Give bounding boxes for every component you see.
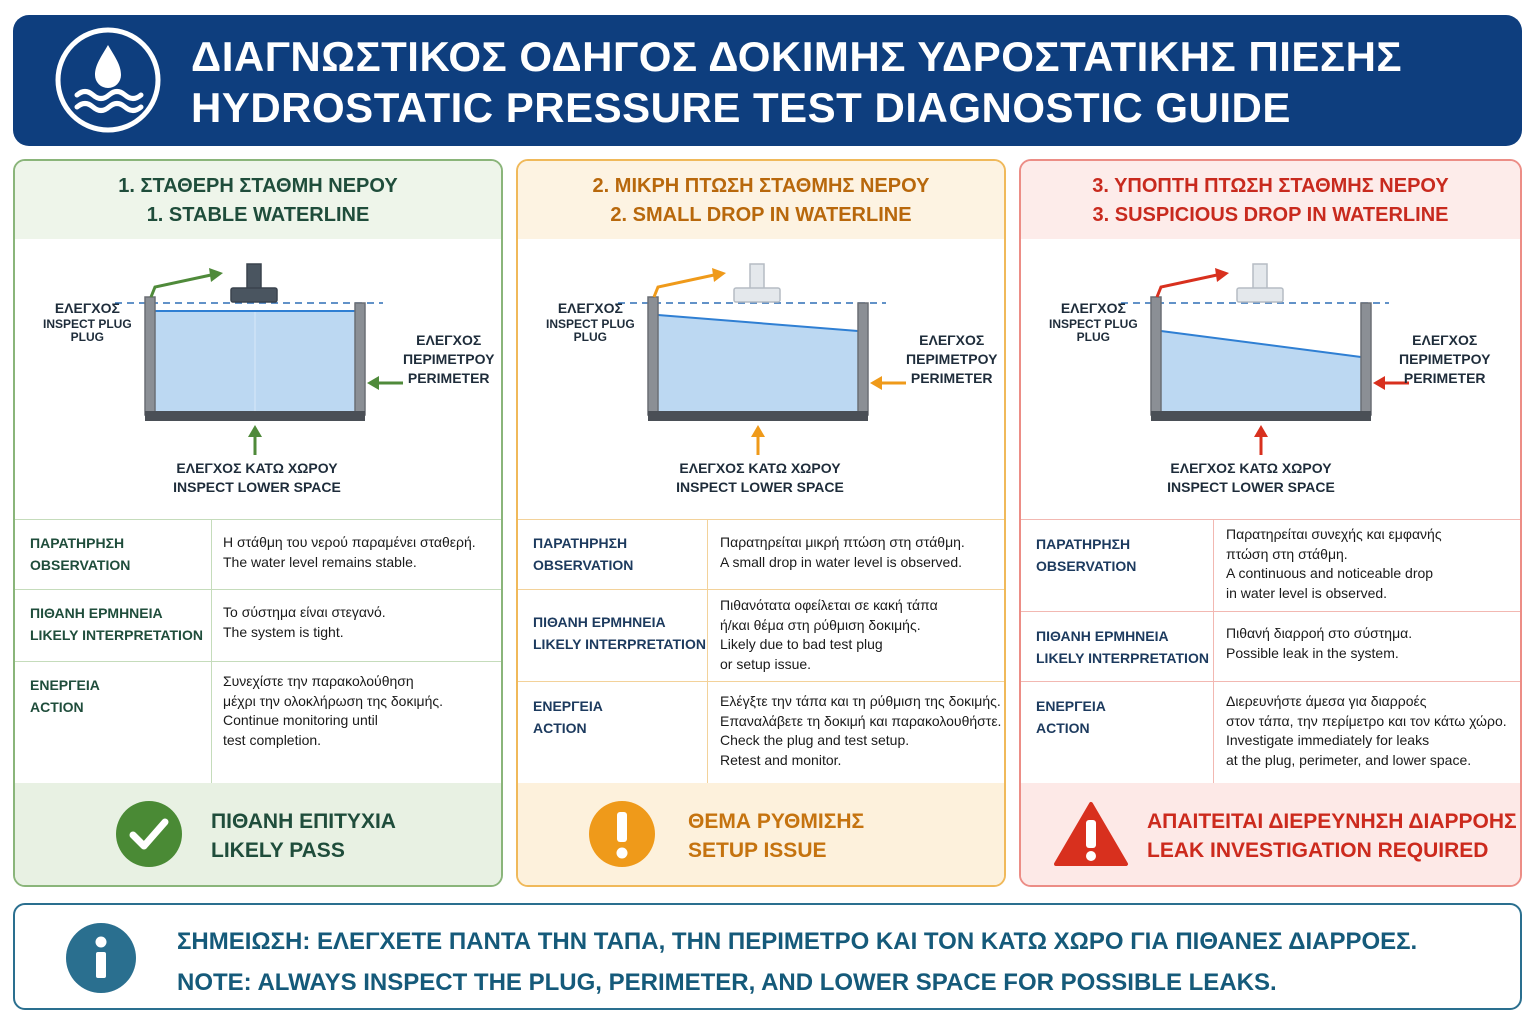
row-value-line: Continue monitoring until	[223, 712, 378, 728]
water-drop-waves-icon	[53, 25, 163, 135]
row-key	[30, 532, 130, 576]
row-value-line: πτώση στη στάθμη.	[1226, 545, 1348, 562]
test-plug	[231, 264, 277, 302]
verdict-text	[688, 807, 864, 865]
row-value-line: or setup issue.	[720, 655, 812, 672]
warning-triangle-icon	[1053, 800, 1129, 868]
row-key-english: ACTION	[30, 699, 84, 715]
row-key	[1036, 695, 1106, 739]
row-key-greek: ΠΙΘΑΝΗ ΕΡΜΗΝΕΙΑ	[30, 605, 163, 621]
row-key-greek: ΠΑΡΑΤΗΡΗΣΗ	[30, 535, 125, 551]
panel-title-greek: 2. ΜΙΚΡΗ ΠΤΩΣΗ ΣΤΑΘΜΗΣ ΝΕΡΟΥ	[592, 175, 930, 197]
row-value-line: Ελέγξτε την τάπα και τη ρύθμιση της δοκιμής.	[720, 693, 1001, 709]
row-value-line: A continuous and noticeable drop	[1226, 565, 1434, 581]
perimeter-label: ΕΛΕΓΧΟΣ ΠΕΡΙΜΕΤΡΟΥ PERIMETER	[1399, 332, 1491, 386]
lower-space-arrow-icon	[248, 425, 262, 437]
note-line-greek: ΣΗΜΕΙΩΣΗ: ΕΛΕΓΧΕΤΕ ΠΑΝΤΑ ΤΗΝ ΤΑΠΑ, ΤΗΝ ΠΕΡΙΜΕΤΡΟ ΚΑΙ ΤΟΝ ΚΑΤΩ ΧΩΡΟ ΓΙΑ ΠΙΘΑΝΕΣ ΔΙΑΡΡΟΕΣ.	[177, 928, 1418, 955]
row-value-line: Παρατηρείται μικρή πτώση στη στάθμη.	[720, 534, 965, 550]
row-key	[533, 532, 633, 576]
plug-arrow-icon	[151, 275, 211, 297]
verdict-greek: ΠΙΘΑΝΗ ΕΠΙΤΥΧΙΑ	[211, 810, 396, 833]
table-row	[518, 682, 1004, 786]
tank-diagram	[15, 239, 501, 519]
plug-arrow-icon	[654, 275, 714, 297]
plug-label: ΕΛΕΓΧΟΣ INSPECT PLUG PLUG	[43, 300, 132, 344]
note-line-english: NOTE: ALWAYS INSPECT THE PLUG, PERIMETER, AND LOWER SPACE FOR POSSIBLE LEAKS.	[177, 969, 1277, 996]
tank-right-wall	[355, 303, 365, 415]
verdict-english: SETUP ISSUE	[688, 839, 827, 862]
verdict-bar	[518, 783, 1004, 885]
row-key-english: ACTION	[533, 720, 587, 736]
row-key-english: ACTION	[1036, 720, 1090, 736]
row-key-greek: ΠΙΘΑΝΗ ΕΡΜΗΝΕΙΑ	[533, 614, 666, 630]
check-circle-icon	[115, 800, 183, 868]
row-value	[223, 672, 443, 750]
note-text	[177, 921, 1417, 1003]
row-value-line: Investigate immediately for leaks	[1226, 732, 1430, 748]
row-key-english: OBSERVATION	[30, 557, 131, 573]
table-row	[1021, 612, 1520, 682]
page-title-english: HYDROSTATIC PRESSURE TEST DIAGNOSTIC GUIDE	[191, 84, 1291, 131]
row-value-line: The water level remains stable.	[223, 553, 417, 570]
tank-floor	[648, 411, 868, 421]
diagnostic-table	[1021, 519, 1520, 785]
row-key-english: OBSERVATION	[533, 557, 634, 573]
table-row	[1021, 520, 1520, 612]
tank-diagram	[518, 239, 1004, 519]
row-value-line: Το σύστημα είναι στεγανό.	[223, 604, 386, 620]
panel-title	[1021, 161, 1520, 239]
row-value-line: Check the plug and test setup.	[720, 732, 910, 748]
test-plug	[1237, 264, 1283, 302]
row-value-line: in water level is observed.	[1226, 584, 1388, 601]
row-value-line: Πιθανότατα οφείλεται σε κακή τάπα	[720, 597, 938, 613]
tank-right-wall	[858, 303, 868, 415]
verdict-bar	[15, 783, 501, 885]
row-key-greek: ΕΝΕΡΓΕΙΑ	[533, 698, 603, 714]
perimeter-arrow-icon	[367, 376, 379, 390]
verdict-text	[211, 807, 396, 865]
row-value-line: Η στάθμη του νερού παραμένει σταθερή.	[223, 534, 476, 550]
panel-title-greek: 3. ΥΠΟΠΤΗ ΠΤΩΣΗ ΣΤΑΘΜΗΣ ΝΕΡΟΥ	[1092, 175, 1449, 197]
lower-space-label: ΕΛΕΓΧΟΣ ΚΑΤΩ ΧΩΡΟΥ INSPECT LOWER SPACE	[1167, 460, 1335, 495]
table-row	[15, 662, 501, 786]
lower-space-label: ΕΛΕΓΧΟΣ ΚΑΤΩ ΧΩΡΟΥ INSPECT LOWER SPACE	[676, 460, 844, 495]
row-value-line: Συνεχίστε την παρακολούθηση	[223, 673, 414, 689]
note-box	[13, 903, 1522, 1010]
diagnostic-table	[518, 519, 1004, 785]
perimeter-label: ΕΛΕΓΧΟΣ ΠΕΡΙΜΕΤΡΟΥ PERIMETER	[906, 332, 998, 386]
lower-space-arrow-icon	[751, 425, 765, 437]
row-key-greek: ΕΝΕΡΓΕΙΑ	[1036, 698, 1106, 714]
row-key-english: LIKELY INTERPRETATION	[533, 636, 706, 652]
scenario-panel-1	[13, 159, 503, 887]
tank-left-wall	[145, 297, 155, 415]
row-value-line: Επαναλάβετε τη δοκιμή και παρακολουθήστε.	[720, 712, 1002, 729]
lower-space-arrow-icon	[1254, 425, 1268, 437]
panel-title-english: 2. SMALL DROP IN WATERLINE	[610, 204, 912, 226]
row-key-english: LIKELY INTERPRETATION	[30, 627, 203, 643]
lower-space-label: ΕΛΕΓΧΟΣ ΚΑΤΩ ΧΩΡΟΥ INSPECT LOWER SPACE	[173, 460, 341, 495]
row-value	[720, 692, 1001, 770]
row-value-line: Πιθανή διαρροή στο σύστημα.	[1226, 625, 1413, 641]
row-key	[1036, 533, 1136, 577]
row-value	[1226, 624, 1412, 663]
row-key	[533, 611, 706, 655]
perimeter-arrow-icon	[870, 376, 882, 390]
panel-title	[518, 161, 1004, 239]
row-value-line: test completion.	[223, 731, 322, 748]
row-key-english: LIKELY INTERPRETATION	[1036, 650, 1209, 666]
row-value	[720, 533, 965, 572]
perimeter-arrow-icon	[1373, 376, 1385, 390]
row-key	[30, 674, 100, 718]
verdict-text	[1147, 807, 1517, 865]
perimeter-label: ΕΛΕΓΧΟΣ ΠΕΡΙΜΕΤΡΟΥ PERIMETER	[403, 332, 495, 386]
plug-arrow-icon	[1157, 275, 1217, 297]
panel-title-english: 1. STABLE WATERLINE	[146, 204, 370, 226]
tank-floor	[145, 411, 365, 421]
row-key-greek: ΠΑΡΑΤΗΡΗΣΗ	[533, 535, 628, 551]
row-value-line: Παρατηρείται συνεχής και εμφανής	[1226, 526, 1442, 542]
row-value-line: Retest and monitor.	[720, 751, 842, 768]
verdict-english: LEAK INVESTIGATION REQUIRED	[1147, 839, 1489, 862]
row-value	[223, 603, 386, 642]
row-key-greek: ΠΙΘΑΝΗ ΕΡΜΗΝΕΙΑ	[1036, 628, 1169, 644]
header-banner	[13, 15, 1522, 146]
tank-floor	[1151, 411, 1371, 421]
test-plug	[734, 264, 780, 302]
row-value-line: at the plug, perimeter, and lower space.	[1226, 751, 1472, 768]
scenario-panel-3	[1019, 159, 1522, 887]
panel-title-greek: 1. ΣΤΑΘΕΡΗ ΣΤΑΘΜΗ ΝΕΡΟΥ	[118, 175, 398, 197]
row-value-line: μέχρι την ολοκλήρωση της δοκιμής.	[223, 692, 444, 709]
row-key-english: OBSERVATION	[1036, 558, 1137, 574]
row-key-greek: ΕΝΕΡΓΕΙΑ	[30, 677, 100, 693]
row-value-line: Διερευνήστε άμεσα για διαρροές	[1226, 693, 1427, 709]
row-key-greek: ΠΑΡΑΤΗΡΗΣΗ	[1036, 536, 1131, 552]
row-value-line: Likely due to bad test plug	[720, 636, 883, 652]
verdict-bar	[1021, 783, 1520, 885]
row-value-line: Possible leak in the system.	[1226, 644, 1399, 661]
row-value-line: A small drop in water level is observed.	[720, 553, 962, 570]
row-value-line: στον τάπα, την περίμετρο και τον κάτω χώρο.	[1226, 712, 1507, 729]
row-value-line: The system is tight.	[223, 623, 344, 640]
row-key	[533, 695, 603, 739]
info-circle-icon	[65, 922, 137, 994]
row-value	[1226, 692, 1507, 770]
table-row	[518, 520, 1004, 590]
tank-left-wall	[648, 297, 658, 415]
row-key	[30, 602, 203, 646]
plug-label: ΕΛΕΓΧΟΣ INSPECT PLUG PLUG	[1049, 300, 1138, 344]
table-row	[1021, 682, 1520, 786]
tank-diagram	[1021, 239, 1520, 519]
panel-title-english: 3. SUSPICIOUS DROP IN WATERLINE	[1092, 204, 1449, 226]
panel-title	[15, 161, 501, 239]
tank-left-wall	[1151, 297, 1161, 415]
verdict-greek: ΘΕΜΑ ΡΥΘΜΙΣΗΣ	[688, 810, 865, 833]
table-row	[518, 590, 1004, 682]
table-row	[15, 590, 501, 662]
tank-right-wall	[1361, 303, 1371, 415]
exclamation-circle-icon	[588, 800, 656, 868]
scenario-panel-2	[516, 159, 1006, 887]
verdict-english: LIKELY PASS	[211, 839, 345, 862]
row-value	[223, 533, 476, 572]
row-value	[720, 596, 938, 674]
row-key	[1036, 625, 1209, 669]
table-row	[15, 520, 501, 590]
diagnostic-table	[15, 519, 501, 785]
verdict-greek: ΑΠΑΙΤΕΙΤΑΙ ΔΙΕΡΕΥΝΗΣΗ ΔΙΑΡΡΟΗΣ	[1147, 810, 1517, 833]
plug-label: ΕΛΕΓΧΟΣ INSPECT PLUG PLUG	[546, 300, 635, 344]
page-title-greek: ΔΙΑΓΝΩΣΤΙΚΟΣ ΟΔΗΓΟΣ ΔΟΚΙΜΗΣ ΥΔΡΟΣΤΑΤΙΚΗΣ ΠΙΕΣΗΣ	[191, 33, 1403, 80]
row-value-line: ή/και θέμα στη ρύθμιση δοκιμής.	[720, 616, 921, 633]
row-value	[1226, 525, 1442, 603]
